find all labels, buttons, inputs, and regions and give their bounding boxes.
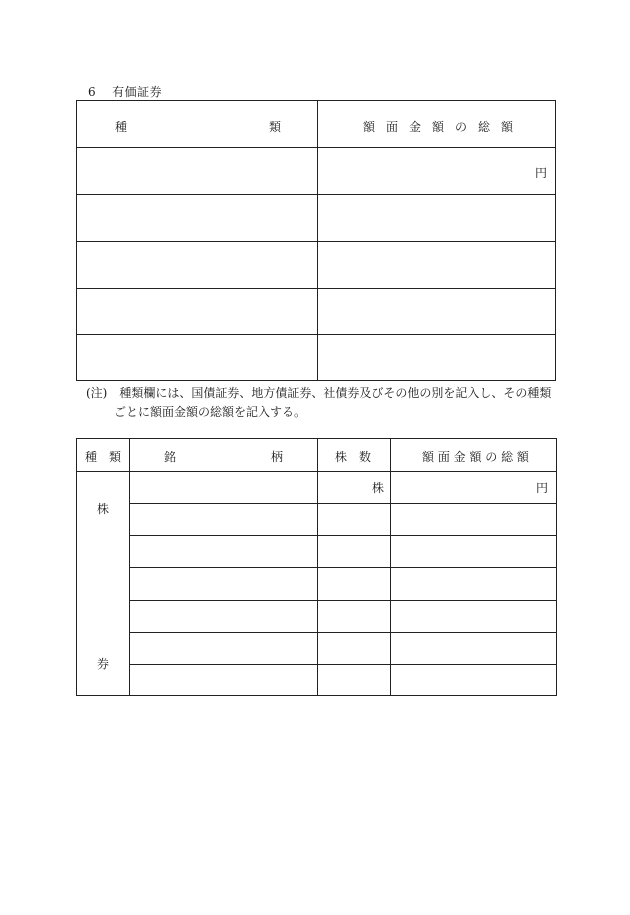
- kind-label-top: 株: [97, 502, 110, 516]
- unit-shares: 株: [372, 481, 385, 495]
- row-divider: [77, 147, 555, 148]
- header-shares: 株 数: [335, 450, 372, 464]
- stock-table: [76, 438, 557, 696]
- header-total-face-value: 額面金額の総額: [363, 120, 525, 134]
- header-brand-a: 銘: [164, 450, 177, 464]
- row-divider: [129, 664, 556, 665]
- header-divider: [77, 471, 556, 472]
- header-kind: 種 類: [85, 450, 122, 464]
- note-line-2: ごとに額面金額の総額を記入する。: [114, 405, 307, 419]
- note-line-1: 種類欄には、国債証券、地方債証券、社債券及びその他の別を記入し、その種類: [119, 386, 552, 400]
- row-divider: [129, 632, 556, 633]
- unit-yen: 円: [535, 481, 548, 495]
- note: [86, 384, 556, 422]
- header-kind-a: 種: [115, 120, 128, 134]
- row-divider: [129, 503, 556, 504]
- row-divider: [129, 535, 556, 536]
- row-divider: [77, 288, 555, 289]
- section-title-text: 有価証券: [112, 85, 163, 99]
- row-divider: [129, 600, 556, 601]
- row-divider: [129, 567, 556, 568]
- section-number: 6: [88, 85, 97, 99]
- row-divider: [77, 334, 555, 335]
- row-divider: [77, 194, 555, 195]
- header-total-face-value: 額 面 金 額 の 総 額: [422, 450, 529, 464]
- kind-label-bottom: 券: [97, 657, 110, 671]
- header-kind-b: 類: [269, 120, 282, 134]
- unit-yen: 円: [534, 166, 547, 180]
- securities-table: [76, 100, 556, 381]
- header-brand-b: 柄: [271, 450, 284, 464]
- row-divider: [77, 241, 555, 242]
- section-title: [88, 83, 162, 100]
- note-label: (注): [86, 386, 108, 400]
